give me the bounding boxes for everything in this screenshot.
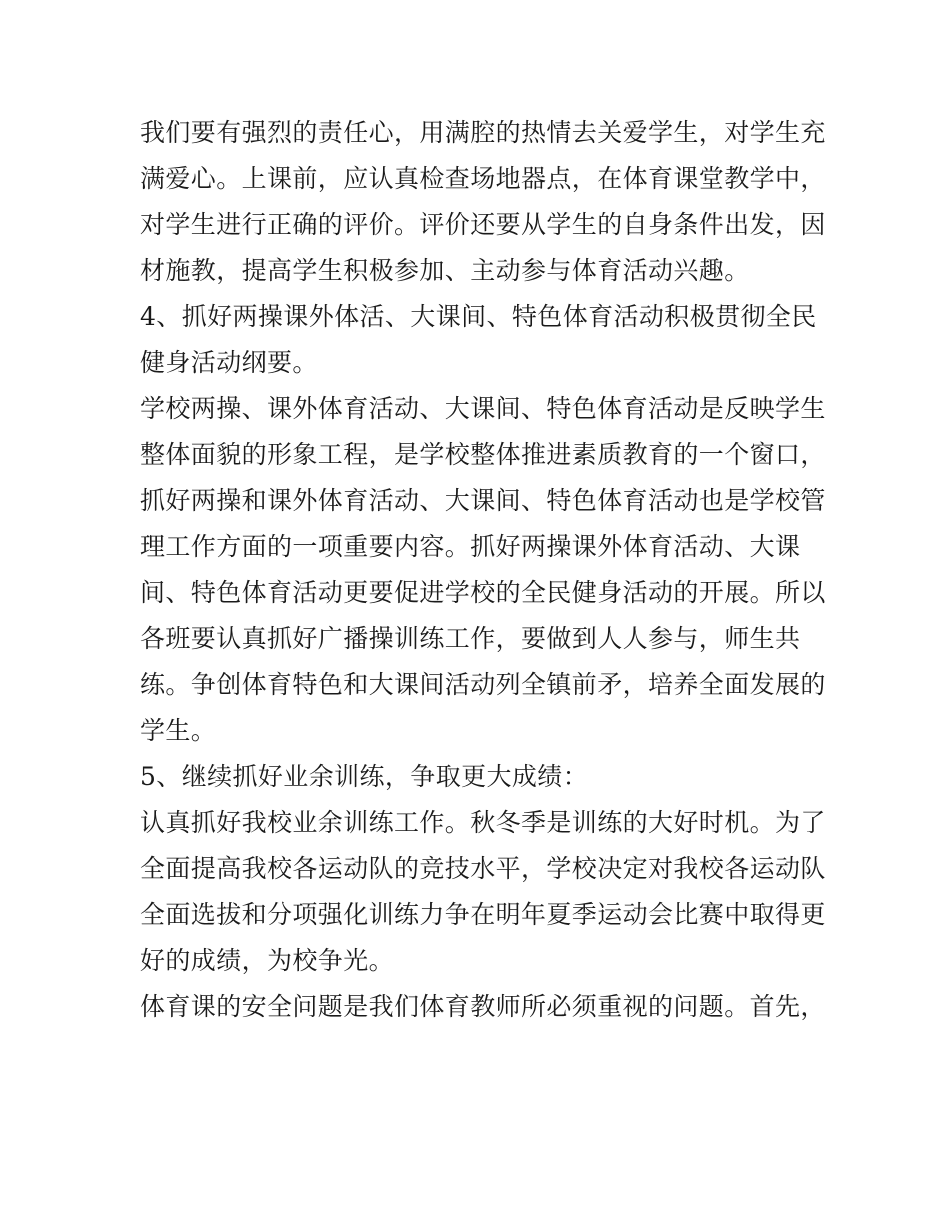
text-line: 抓好两操和课外体育活动、大课间、特色体育活动也是学校管 [140,486,826,515]
text-line: 健身活动纲要。 [140,348,318,377]
section-heading-4 [140,294,820,386]
text-line: 理工作方面的一项重要内容。抓好两操课外体育活动、大课 [140,532,801,561]
text-line: 好的成绩，为校争光。 [140,946,395,975]
text-line: 我们要有强烈的责任心，用满腔的热情去关爱学生，对学生充 [140,118,826,147]
paragraph-two-exercises [140,386,826,754]
section-heading-5 [140,754,820,800]
text-line: 间、特色体育活动更要促进学校的全民健身活动的开展。所以 [140,578,826,607]
text-line: 全面选拔和分项强化训练力争在明年夏季运动会比赛中取得更 [140,900,826,929]
text-line: 材施教，提高学生积极参加、主动参与体育活动兴趣。 [140,256,750,285]
text-line: 整体面貌的形象工程，是学校整体推进素质教育的一个窗口， [140,440,826,469]
text-line: 各班要认真抓好广播操训练工作，要做到人人参与，师生共 [140,624,801,653]
text-line: 学校两操、课外体育活动、大课间、特色体育活动是反映学生 [140,394,826,423]
text-line: 4、抓好两操课外体活、大课间、特色体育活动积极贯彻全民 [140,302,817,331]
text-line: 满爱心。上课前，应认真检查场地器点，在体育课堂教学中， [140,164,826,193]
document-body [140,110,826,1030]
text-line: 对学生进行正确的评价。评价还要从学生的自身条件出发，因 [140,210,826,239]
text-line: 认真抓好我校业余训练工作。秋冬季是训练的大好时机。为了 [140,808,826,837]
text-line: 学生。 [140,716,217,745]
text-line: 5、继续抓好业余训练，争取更大成绩： [140,762,589,791]
text-line: 体育课的安全问题是我们体育教师所必须重视的问题。首先， [140,992,826,1021]
paragraph-amateur-training [140,800,826,984]
paragraph-safety [140,984,826,1030]
paragraph-care-for-students [140,110,826,294]
text-line: 练。争创体育特色和大课间活动列全镇前矛，培养全面发展的 [140,670,826,699]
text-line: 全面提高我校各运动队的竞技水平，学校决定对我校各运动队 [140,854,826,883]
